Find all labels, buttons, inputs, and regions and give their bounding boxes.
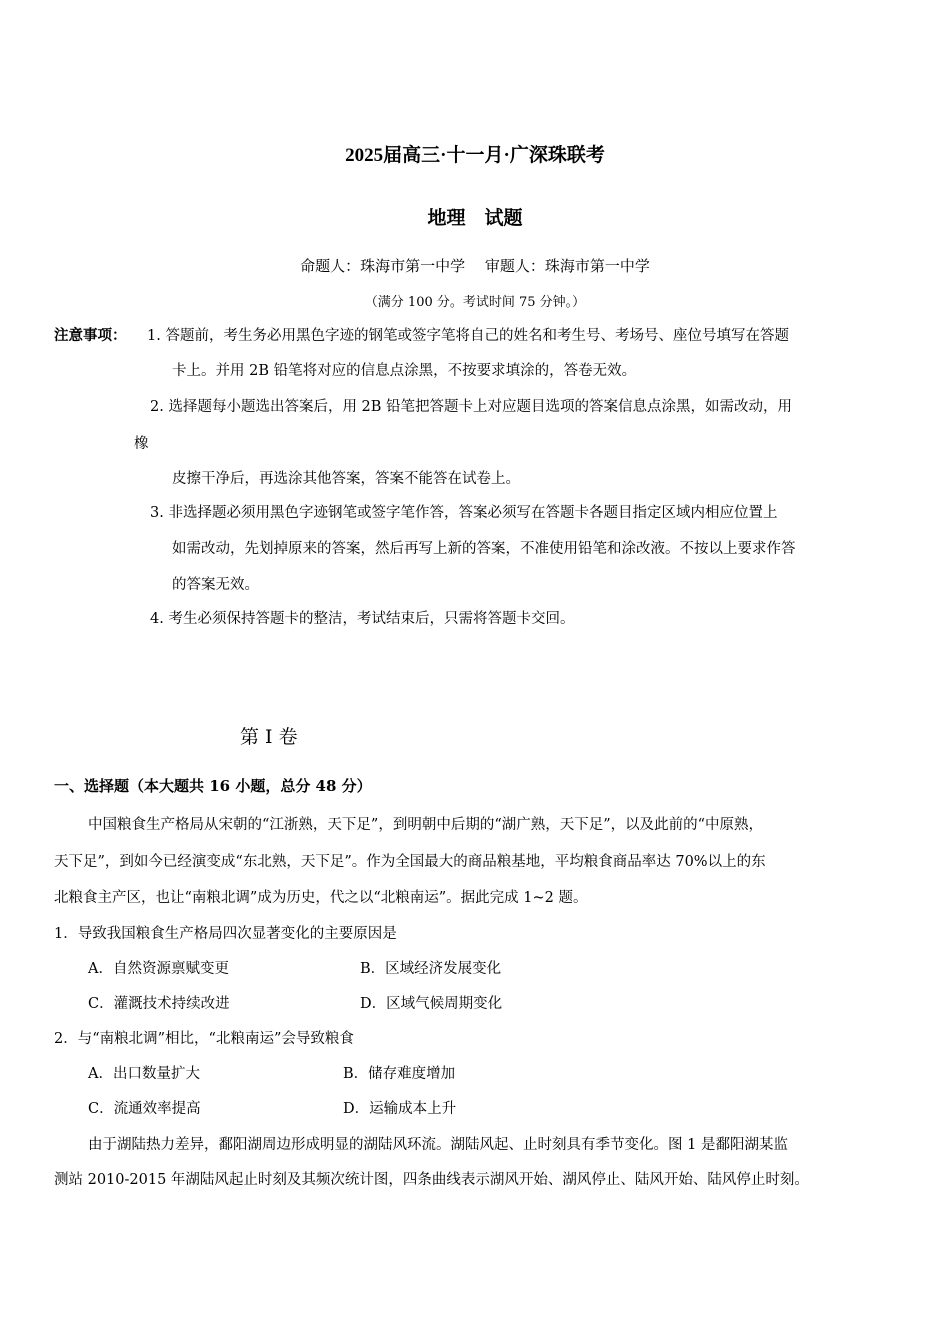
q1-option-d: D．区域气候周期变化 xyxy=(360,996,503,1012)
volume-heading: 第 I 卷 xyxy=(240,726,298,748)
q2-option-c: C．流通效率提高 xyxy=(88,1101,201,1117)
notice-line-2: 卡上。并用 2B 铅笔将对应的信息点涂黑，不按要求填涂的，答卷无效。 xyxy=(172,363,637,379)
q2-option-a: A．出口数量扩大 xyxy=(88,1066,200,1082)
passage1-line-1: 中国粮食生产格局从宋朝的“江浙熟，天下足”，到明朝中后期的“湖广熟，天下足”，以及此前的“中原熟， xyxy=(88,817,764,833)
notice-line-5: 皮擦干净后，再选涂其他答案，答案不能答在试卷上。 xyxy=(172,471,520,487)
passage1-line-2: 天下足”，到如今已经演变成“东北熟，天下足”。作为全国最大的商品粮基地，平均粮食商品率达 70%以上的东 xyxy=(54,854,766,870)
q1-option-c: C．灌溉技术持续改进 xyxy=(88,996,230,1012)
q1-option-a: A．自然资源禀赋变更 xyxy=(88,961,229,977)
notice-line-9: 4. 考生必须保持答题卡的整洁，考试结束后，只需将答题卡交回。 xyxy=(150,611,575,627)
notice-line-3: 2. 选择题每小题选出答案后，用 2B 铅笔把答题卡上对应题目选项的答案信息点涂黑，如需改动，用 xyxy=(150,399,793,415)
notice-line-4: 橡 xyxy=(134,436,149,452)
notice-line-1: 1. 答题前，考生务必用黑色字迹的钢笔或签字笔将自己的姓名和考生号、考场号、座位号填写在答题 xyxy=(147,328,789,344)
authors-line: 命题人：珠海市第一中学 审题人：珠海市第一中学 xyxy=(300,257,650,275)
q1-option-b: B．区域经济发展变化 xyxy=(360,961,502,977)
q1-stem: 1．导致我国粮食生产格局四次显著变化的主要原因是 xyxy=(54,926,397,942)
notice-line-6: 3. 非选择题必须用黑色字迹钢笔或签字笔作答，答案必须写在答题卡各题目指定区域内相应位置上 xyxy=(150,505,778,521)
passage2-line-1: 由于湖陆热力差异，鄱阳湖周边形成明显的湖陆风环流。湖陆风起、止时刻具有季节变化。图 1 是鄱阳湖某监 xyxy=(88,1137,788,1153)
subject-title: 地理 试题 xyxy=(427,207,523,229)
notice-line-7: 如需改动，先划掉原来的答案，然后再写上新的答案，不准使用铅笔和涂改液。不按以上要求作答 xyxy=(172,541,796,557)
exam-title: 2025届高三·十一月·广深珠联考 xyxy=(345,145,605,166)
passage2-line-2: 测站 2010-2015 年湖陆风起止时刻及其频次统计图，四条曲线表示湖风开始、湖风停止、陆风开始、陆风停止时刻。 xyxy=(54,1172,809,1188)
notice-label: 注意事项： xyxy=(54,327,127,344)
passage1-line-3: 北粮食主产区，也让“南粮北调”成为历史，代之以“北粮南运”。据此完成 1~2 题。 xyxy=(54,890,588,906)
q2-option-b: B．储存难度增加 xyxy=(343,1066,456,1082)
q2-stem: 2．与“南粮北调”相比，“北粮南运”会导致粮食 xyxy=(54,1031,354,1047)
exam-info: （满分 100 分。考试时间 75 分钟。） xyxy=(364,295,586,310)
section-heading: 一、选择题（本大题共 16 小题，总分 48 分） xyxy=(54,777,372,795)
q2-option-d: D．运输成本上升 xyxy=(343,1101,457,1117)
notice-line-8: 的答案无效。 xyxy=(172,577,259,593)
